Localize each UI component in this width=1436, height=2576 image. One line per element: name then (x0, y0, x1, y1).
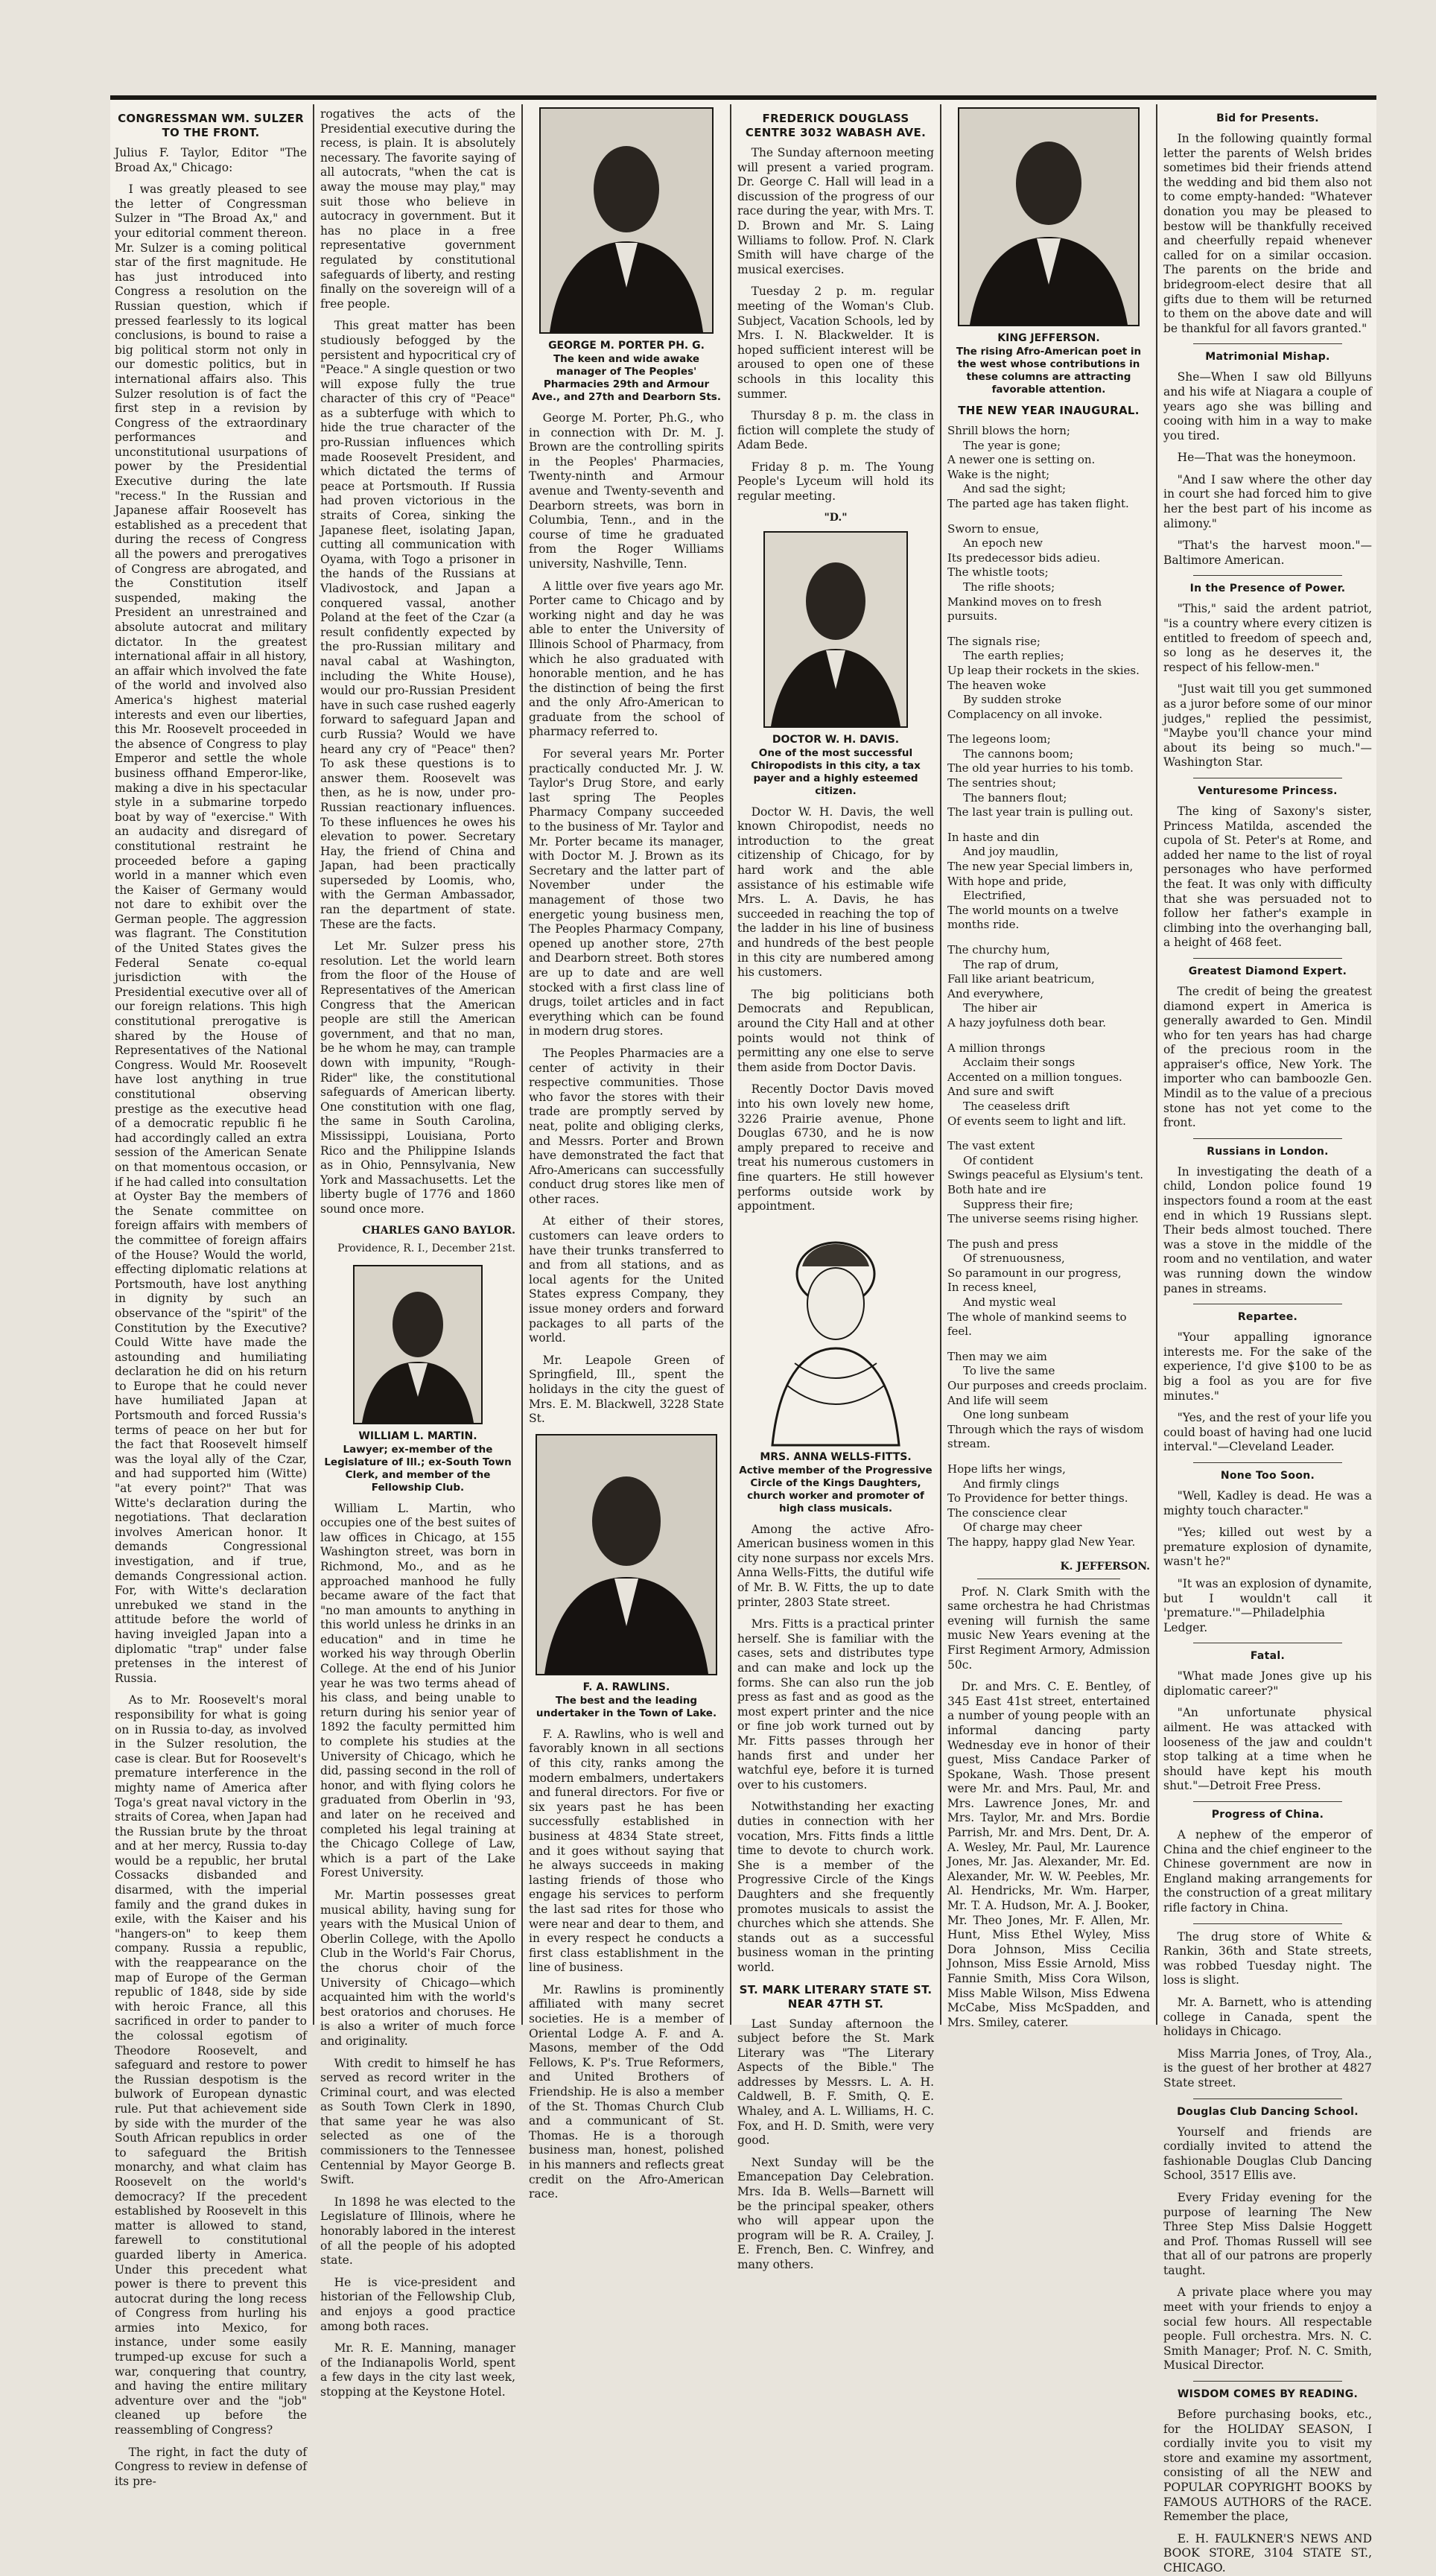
article-paragraph: "Yes, and the rest of your life you could boast of having had one lucid interval."—Cleveland Leader. (1163, 1411, 1372, 1454)
poem-line: Mankind moves on to fresh pursuits. (947, 594, 1102, 624)
column-2 (320, 107, 515, 2399)
poem-line: Fall like ariant beatricum, (947, 972, 1095, 986)
poem-line: Shrill blows the horn; (947, 424, 1070, 437)
article-paragraph: Doctor W. H. Davis, the well known Chiropodist, needs no introduction to the great citizenship of Chicago, for by hard work and the able assistance of his estimable wife Mrs. L. A. Davis, he has succeeded in reaching the top of the ladder in his line of business and hundreds of the best people in this city are numbered among his customers. (737, 805, 934, 980)
poem-stanza (947, 1462, 1150, 1550)
newspaper-page (110, 95, 1376, 2575)
poem-line: Hope lifts her wings, (947, 1462, 1066, 1476)
article-signature: "D." (824, 511, 848, 524)
poem-line: In haste and din (947, 830, 1040, 844)
poem-line: The heaven woke (947, 678, 1046, 692)
caption-name: GEORGE M. PORTER PH. G. (548, 340, 705, 352)
article-paragraph: Mr. Leapole Green of Springfield, Ill., spent the holidays in the city the guest of Mrs. E. M. Blackwell, 3228 State St. (529, 1353, 724, 1426)
section-heading: In the Presence of Power. (1189, 583, 1346, 595)
article-paragraph: "This," said the ardent patriot, "is a country where every citizen is entitled to freedom of speech and, so long as he deserves it, the respect of his fellow-men." (1163, 602, 1372, 674)
section-rule (1193, 575, 1342, 576)
section-rule (1193, 1462, 1342, 1463)
section-heading: Repartee. (1237, 1311, 1298, 1324)
poem-line: Of contident (963, 1153, 1034, 1167)
poem-line: The happy, happy glad New Year. (947, 1535, 1136, 1549)
caption-body: Active member of the Progressive Circle of the Kings Daughters, church worker and promoter of high class musicals. (739, 1464, 933, 1514)
poem-line: The legeons loom; (947, 732, 1051, 746)
poem-line: Up leap their rockets in the skies. (947, 663, 1140, 677)
poem-line: The old year hurries to his tomb. (947, 761, 1134, 775)
article-paragraph: Mr. Rawlins is prominently affiliated with many secret societies. He is a member of Oriental Lodge A. F. and A. Masons, member of the Odd Fellows, K. P's. True Reformers, and United Brothers of Friendship. He is also a member of the St. Thomas Church Club and a communicant of St. Thomas. He is a thorough business man, honest, polished in his manners and reflects great credit on the Afro-American race. (529, 1982, 724, 2201)
article-paragraph: The big politicians both Democrats and Republican, around the City Hall and at other points would not think of permitting any one else to serve them aside from Doctor Davis. (737, 987, 934, 1074)
section-heading: Venturesome Princess. (1198, 784, 1338, 797)
poem-body (947, 424, 1150, 1550)
poem-line: Our purposes and creeds proclaim. (947, 1379, 1148, 1393)
article-dateline: Providence, R. I., December 21st. (337, 1242, 515, 1254)
article-paragraph: Let Mr. Sulzer press his resolution. Let the world learn from the floor of the House of Representatives of the American Congress that the American people are still the American government, and that no man, be he whom he may, can trample down with impunity, "Rough-Rider" like, the constitutional safeguards of American liberty. One constitution with one flag, the same in South Carolina, Mississippi, Louisiana, Porto Rico and the Philippine Islands as in Ohio, Pennsylvania, New York and Massachusetts. Let the liberty bugle of 1776 and 1860 sound once more. (320, 939, 515, 1216)
poem-line: With hope and pride, (947, 874, 1067, 888)
poem-stanza (947, 1237, 1150, 1339)
poem-line: The hiber air (963, 1001, 1038, 1015)
article-paragraph: Mr. Martin possesses great musical ability, having sung for years with the Musical Union of Oberlin College, with the Apollo Club in the World's Fair Chorus, the chorus choir of the University of Chicago—which acquainted him with the world's best oratorios and choruses. He is also a writer of much force and originality. (320, 1888, 515, 2048)
caption-body: One of the most successful Chiropodists in this city, a tax payer and a highly esteemed citizen. (751, 746, 921, 797)
column-6 (1163, 107, 1372, 2575)
caption-body: The keen and wide awake manager of The Peoples' Pharmacies 29th and Armour Ave., and 27th and Dearborn Sts. (532, 353, 721, 403)
caption-name: F. A. RAWLINS. (582, 1681, 670, 1693)
poem-line: The year is gone; (963, 438, 1061, 452)
poem-stanza (947, 522, 1150, 624)
column-rule (1156, 104, 1157, 2025)
section-heading: WISDOM COMES BY READING. (1177, 2388, 1359, 2401)
section-rule (1193, 2381, 1342, 2382)
article-paragraph: Yourself and friends are cordially invited to attend the fashionable Douglas Club Dancing School, 3517 Ellis ave. (1163, 2125, 1372, 2183)
portrait-silhouette-icon (355, 1266, 481, 1423)
column-4 (737, 107, 934, 2271)
article-signature: CHARLES GANO BAYLOR. (362, 1224, 515, 1237)
poem-stanza (947, 1139, 1150, 1227)
section-rule (1193, 958, 1342, 959)
column-1 (115, 107, 307, 2488)
article-paragraph: At either of their stores, customers can leave orders to have their trunks transferred to and from all stations, and as local agents for the United States express Company, they issue money orders and forward packages to all parts of the world. (529, 1214, 724, 1345)
poem-line: A hazy joyfulness doth bear. (947, 1015, 1107, 1030)
caption-name: WILLIAM L. MARTIN. (358, 1430, 477, 1442)
section-heading: Progress of China. (1211, 1809, 1324, 1821)
section-rule (1193, 1923, 1342, 1924)
portrait-photo-martin (353, 1265, 483, 1424)
section-rule (1193, 1801, 1342, 1802)
poem-line: The world mounts on a twelve months ride. (947, 903, 1119, 932)
article-paragraph: Thursday 8 p. m. the class in fiction will complete the study of Adam Bede. (737, 409, 934, 452)
poem-line: By sudden stroke (963, 693, 1062, 707)
poem-line: A million throngs (947, 1041, 1046, 1055)
article-paragraph: The credit of being the greatest diamond expert in America is generally awarded to Gen. Mindil who for ten years has had charge of the precious room in the appraiser's office, New York. The importer who can bamboozle Gen. Mindil as to the value of a precious stone has not yet come to the front. (1163, 984, 1372, 1130)
poem-line: Of charge may cheer (963, 1520, 1082, 1535)
article-paragraph: I was greatly pleased to see the letter of Congressman Sulzer in "The Broad Ax," and your editorial comment thereon. Mr. Sulzer is a coming political star of the first magnitude. He has just introduced into Congress a resolution on the Russian question, which if pressed fearlessly to its logical conclusions, is bound to raise a big political storm not only in our domestic politics, but in international affairs also. This Sulzer resolution is of fact the first step in a revision by Congress of the extraordinary performances and unconstitutional usurpations of power by the Presidential Executive during the late "recess." In the Russian and Japanese affair Roosevelt has established as a precedent that during the recess of Congress all the powers and prerogatives of Congress are abrogated, and the Constitution itself suspended, making the President an unrestrained and absolute autocrat and military dictator. In the greatest international affair in all history, an affair which involved the fate of the world and involved also America's highest material interests and even our liberties, this Mr. Roosevelt proceeded in the absence of Congress to play Emperor and settle the whole business offhand Emperor-like, making a dive in his spectacular style in a submarine torpedo boat by way of "exercise." With an audacity and disregard of constitutional restraint he proceeded before a gaping world in a manner which even the Kaiser of Germany would not dare to exhibit over the German people. The aggression was flagrant. The Constitution of the United States gives the Federal Senate co-equal jurisdiction with the Presidential executive over all of our foreign relations. This high constitutional prerogative is shared by the House of Representatives of the National Congress. Would Mr. Roosevelt have lost anything in true constitutional observing prestige as the executive head of a democratic republic fi he had accordingly called an extra session of the American Senate on that momentous occasion, or if he had called into consultation at Oyster Bay the members of the Senate committee on foreign affairs with members of the committee of foreign affairs of the House? Would the world, effecting diplomatic relations at Portsmouth, have lost anything in dignity by such an observance of the "spirit" of the Constitution by the Executive? Could Witte have made the astounding and humiliating declaration he did on his return to Europe that he could never have humiliated Japan at Portsmouth and forced Russia's terms of peace on her but for the fact that Roosevelt himself was the loyal ally of the Czar, and had supported him (Witte) "at every point?" That was Witte's declaration during the negotiations. That declaration involves American honor. It demands Congressional investigation, and if true, demands Congressional action. For, with Witte's declaration unrebuked we stand in the attitude before the world of having inveigled Japan into a diplomatic "trap" under false pretenses in the interest of Russia. (115, 183, 307, 1685)
poem-stanza (947, 943, 1150, 1031)
poem-line: And joy maudlin, (963, 845, 1059, 859)
article-paragraph: For several years Mr. Porter practically conducted Mr. J. W. Taylor's Drug Store, and early last spring The Peoples Pharmacy Company succeeded to the business of Mr. Taylor and Mr. Porter became its manager, with Doctor M. J. Brown as its Secretary and the latter part of November under the management of those two energetic young business men, The Peoples Pharmacy Company, opened up another store, 27th and Dearborn street. Both stores are up to date and are well stocked with a first class line of drugs, toilet articles and in fact everything which can be found in modern drug stores. (529, 747, 724, 1038)
section-heading: Fatal. (1250, 1650, 1286, 1663)
poem-line: And life will seem (947, 1393, 1049, 1407)
poem-line: Then may we aim (947, 1349, 1047, 1363)
section-rule (1193, 343, 1342, 344)
poem-line: One long sunbeam (963, 1408, 1070, 1422)
article-paragraph: "It was an explosion of dynamite, but I wouldn't call it 'premature.'"—Philadelphia Ledger. (1163, 1576, 1372, 1634)
poem-title: THE NEW YEAR INAUGURAL. (958, 404, 1140, 417)
article-paragraph: Dr. and Mrs. C. E. Bentley, of 345 East 41st street, entertained a number of young people with an informal dancing party Wednesday eve in honor of their guest, Miss Candace Parker of Spokane, Wash. Those present were Mr. and Mrs. Paul, Mr. and Mrs. Lawrence Jones, Mr. and Mrs. Taylor, Mr. and Mrs. Bordie Parrish, Mr. and Mrs. Dent, Dr. A. A. Wesley, Mr. Paul, Mr. Laurence Jones, Mr. Jas. Alexander, Mr. Ed. Alexander, Mr. W. W. Peebles, Mr. Al. Hendricks, Mr. Wm. Harper, Mr. T. A. Hudson, Mr. A. J. Booker, Mr. Theo Jones, Mr. F. Allen, Mr. Hunt, Miss Ethel Wyley, Miss Dora Johnson, Miss Cecilia Johnson, Miss Essie Arnold, Miss Fannie Smith, Miss Cora Wilson, Miss Mable Wilson, Miss Edwena McCabe, Miss McSpadden, and Mrs. Smiley, caterer. (947, 1680, 1150, 2029)
article-paragraph: Miss Marria Jones, of Troy, Ala., is the guest of her brother at 4827 State street. (1163, 2046, 1372, 2090)
article-paragraph: Before purchasing books, etc., for the HOLIDAY SEASON, I cordially invite you to visit my store and examine my assortment, consisting of all the NEW and POPULAR COPYRIGHT BOOKS by FAMOUS AUTHORS of the RACE. Remember the place, (1163, 2408, 1372, 2524)
article-paragraph: The king of Saxony's sister, Princess Matilda, ascended the cupola of St. Peter's at Rome, and added her name to the list of royal personages who have performed the feat. It was only with difficulty that she was persuaded not to follow her father's example in climbing into the overhanging ball, a height of 468 feet. (1163, 804, 1372, 950)
caption-name: MRS. ANNA WELLS-FITTS. (760, 1450, 912, 1463)
poem-line: Complacency on all invoke. (947, 707, 1103, 721)
poem-line: Suppress their fire; (963, 1197, 1073, 1211)
article-paragraph: He is vice-president and historian of the Fellowship Club, and enjoys a good practice among both races. (320, 2275, 515, 2333)
poem-line: And everywhere, (947, 986, 1043, 1000)
article-paragraph: Last Sunday afternoon the subject before the St. Mark Literary was "The Literary Aspects of the Bible." The addresses by Messrs. L. A. H. Caldwell, B. F. Smith, Q. E. Whaley, and A. L. Williams, H. C. Fox, and H. D. Smith, were very good. (737, 2017, 934, 2148)
caption-body: The best and the leading undertaker in the Town of Lake. (536, 1694, 717, 1719)
poem-signature: K. JEFFERSON. (1060, 1560, 1150, 1573)
poem-line: The signals rise; (947, 634, 1041, 648)
poem-stanza (947, 732, 1150, 820)
poem-line: Both hate and ire (947, 1182, 1046, 1196)
poem-line: The rifle shoots; (963, 580, 1055, 594)
article-paragraph: Next Sunday will be the Emancepation Day Celebration. Mrs. Ida B. Wells—Barnett will be the principal speaker, others who will appear upon the program will be R. A. Crailey, J. E. French, Ben. C. Winfrey, and many others. (737, 2155, 934, 2271)
section-rule (1193, 1138, 1342, 1139)
article-paragraph: In 1898 he was elected to the Legislature of Illinois, where he honorably labored in the interest of all the people of his adopted state. (320, 2195, 515, 2268)
poem-line: So paramount in our progress, (947, 1266, 1122, 1280)
section-heading: Douglas Club Dancing School. (1177, 2105, 1359, 2118)
poem-line: An epoch new (963, 536, 1043, 551)
portrait-silhouette-icon (537, 1435, 716, 1674)
poem-line: Of events seem to light and lift. (947, 1114, 1126, 1128)
poem-line: The push and press (947, 1237, 1058, 1251)
masthead-rule (110, 95, 1376, 100)
article-paragraph: Recently Doctor Davis moved into his own lovely new home, 3226 Prairie avenue, Phone Douglas 6730, and he is now amply prepared to receive and treat his numerous customers in fine quarters. He still however performs outside work by appointment. (737, 1082, 934, 1214)
section-heading: Bid for Presents. (1216, 112, 1319, 124)
poem-line: And mystic weal (963, 1295, 1056, 1310)
article-paragraph: "Yes; killed out west by a premature explosion of dynamite, wasn't he?" (1163, 1526, 1372, 1569)
section-heading: None Too Soon. (1220, 1469, 1315, 1482)
poem-line: And sure and swift (947, 1085, 1054, 1099)
poem-line: Of strenuousness, (963, 1251, 1065, 1266)
article-paragraph: F. A. Rawlins, who is well and favorably known in all sections of this city, ranks among the modern embalmers, undertakers and funeral directors. For five or six years past he has been successfully established in business at 4834 State street, and it goes without saying that he always succeeds in making lasting friends of those who engage his services to perform the last sad rites for those who were near and dear to them, and in every respect he conducts a first class establishment in the line of business. (529, 1727, 724, 1975)
poem-line: The ceaseless drift (963, 1099, 1070, 1113)
poem-line: Accented on a million tongues. (947, 1070, 1122, 1084)
portrait-photo-davis (763, 531, 908, 728)
section-heading: Greatest Diamond Expert. (1188, 965, 1347, 977)
column-rule (521, 104, 523, 2025)
portrait-photo-rawlins (536, 1434, 717, 1675)
poem-stanza (947, 1041, 1150, 1129)
article-paragraph: A nephew of the emperor of China and the chief engineer to the Chinese government are now in England making arrangements for the construction of a great military rifle factory in China. (1163, 1828, 1372, 1914)
article-paragraph: In investigating the death of a child, London police found 19 inspectors found a room at the east end in which 19 Russians slept. Their beds almost touched. There was a stove in the middle of the room and no ventilation, and water was running down the window panes in streams. (1163, 1164, 1372, 1295)
poem-line: And sad the sight; (963, 482, 1067, 496)
poem-line: The vast extent (947, 1139, 1035, 1153)
article-paragraph: The drug store of White & Rankin, 36th and State streets, was robbed Tuesday night. The loss is slight. (1163, 1929, 1372, 1987)
caption-body: The rising Afro-American poet in the west whose contributions in these columns are attracting favorable attention. (956, 346, 1142, 396)
article-paragraph: E. H. FAULKNER'S NEWS AND BOOK STORE, 3104 STATE ST., CHICAGO. (1163, 2531, 1372, 2575)
poem-line: The cannons boom; (963, 746, 1074, 761)
article-paragraph: The right, in fact the duty of Congress to review in defense of its pre- (115, 2445, 307, 2488)
poem-line: The last year train is pulling out. (947, 805, 1134, 819)
poem-line: The churchy hum, (947, 943, 1050, 957)
column-rule (313, 104, 314, 2025)
poem-stanza (947, 831, 1150, 933)
poem-line: The parted age has taken flight. (947, 496, 1129, 510)
poem-line: Through which the rays of wisdom stream. (947, 1422, 1144, 1451)
article-paragraph: Mr. R. E. Manning, manager of the Indianapolis World, spent a few days in the city last week, stopping at the Keystone Hotel. (320, 2341, 515, 2399)
section-rule (1193, 2098, 1342, 2099)
poem-line: Wake is the night; (947, 467, 1050, 481)
portrait-silhouette-icon (959, 109, 1138, 325)
headline-st-mark: ST. MARK LITERARY STATE ST. NEAR 47TH ST. (739, 1982, 933, 2011)
poem-line: A newer one is setting on. (947, 453, 1096, 467)
poem-line: The whole of mankind seems to feel. (947, 1310, 1127, 1339)
poem-line: The new year Special limbers in, (947, 860, 1134, 874)
engraving-fitts (750, 1222, 921, 1445)
poem-stanza (947, 424, 1150, 512)
headline-fdc: FREDERICK DOUGLASS CENTRE 3032 WABASH AVE. (745, 112, 927, 139)
poem-line: Acclaim their songs (963, 1056, 1076, 1070)
column-3 (529, 107, 724, 2201)
column-rule (730, 104, 731, 2025)
woman-portrait-engraving-icon (750, 1222, 921, 1445)
portrait-photo-porter (539, 107, 714, 334)
article-paragraph: Mrs. Fitts is a practical printer herself. She is familiar with the cases, sets and distributes type and can make and lock up the forms. She can also run the job press as fast and as good as the most expert printer and the nice or fine job work turned out by Mr. Fitts passes through her hands first and under her watchful eye, before it is turned over to his customers. (737, 1617, 934, 1792)
portrait-photo-jefferson (958, 107, 1140, 326)
article-paragraph: A private place where you may meet with your friends to enjoy a social few hours. All respectable people. Full orchestra. Mrs. N. C. Smith Manager; Prof. N. C. Smith, Musical Director. (1163, 2285, 1372, 2373)
article-paragraph: As to Mr. Roosevelt's moral responsibility for what is going on in Russia to-day, as involved in the Sulzer resolution, the case is clear. But for Roosevelt's premature interference in the mighty name of America after Toga's great naval victory in the straits of Corea, when Japan had the Russian brute by the throat and at her mercy, Russia to-day would be a republic, her brutal Cossacks disbanded and disarmed, with the imperial family and the grand dukes in exile, with the Kaiser and his "hangers-on" to keep them company. Russia a republic, with the reappearance on the map of Europe of the German republic of 1848, side by side with heroic France, all this sacrificed in order to pander to the colossal egotism of Theodore Roosevelt, and safeguard and restore to power the Russian despotism is the bulwork of European dynastic rule. Put that achievement side by side with the murder of the South African republics in order to safeguard the British monarchy, and what claim has Roosevelt on the world's democracy? If the precedent established by Roosevelt in this matter is allowed to stand, farewell to constitutional guarded liberty in America. Under this precedent what power is there to prevent this autocrat during the long recess of Congress from hurling his armies into Mexico, for instance, under some easily trumped-up excuse for such a war, conquering that country, and having the entire military adventure over and the "job" cleaned up before the reassembling of Congress? (115, 1693, 307, 2437)
article-paragraph: With credit to himself he has served as record writer in the Criminal court, and was elected as South Town Clerk in 1890, that same year he was also selected as one of the commissioners to the Tennessee Centennial by Mayor George B. Swift. (320, 2056, 515, 2187)
article-paragraph: Among the active Afro-American business women in this city none surpass nor excels Mrs. Anna Wells-Fitts, the dutiful wife of Mr. B. W. Fitts, the up to date printer, 2803 State street. (737, 1522, 934, 1609)
poem-line: In recess kneel, (947, 1281, 1037, 1295)
article-paragraph: This great matter has been studiously befogged by the persistent and hypocritical cry of "Peace." A single question or two will expose fully the true character of this cry of "Peace" as a subterfuge with which to hide the true character of the pro-Russian influences which made Roosevelt President, and which dictated the terms of peace at Portsmouth. If Russia had proven victorious in the straits of Corea, sinking the Japanese fleet, isolating Japan, cutting all communication with Oyama, with Togo a prisoner in the hands of the Russians at Vladivostock, and Japan a conquered vassal, another Poland at the feet of the Czar (a result confidently expected by the pro-Russian military and naval cabal at Washington, including the White House), would our pro-Russian President have in such case rushed eagerly forward to safeguard Japan and curb Russia? Would we have heard any cry of "Peace" then? To ask these questions is to answer them. Roosevelt was then, as he is now, under pro-Russian reactionary influences. To these influences he owes his elevation to power. Secretary Hay, the friend of China and Japan, had been practically superseded by Loomis, who, with the German Ambassador, ran the department of state. These are the facts. (320, 319, 515, 931)
article-paragraph: Notwithstanding her exacting duties in connection with her vocation, Mrs. Fitts finds a little time to devote to church work. She is a member of the Progressive Circle of the Kings Daughters and she frequently promotes musicals to assist the churches which she attends. She stands out as a successful business woman in the printing world. (737, 1800, 934, 1974)
poem-line: And firmly clings (963, 1476, 1060, 1491)
poem-stanza (947, 1350, 1150, 1452)
article-paragraph: She—When I saw old Billyuns and his wife at Niagara a couple of years ago she was billing and cooing with him in a way to make you tired. (1163, 370, 1372, 442)
poem-line: The universe seems rising higher. (947, 1212, 1139, 1226)
caption-name: DOCTOR W. H. DAVIS. (772, 733, 900, 746)
portrait-silhouette-icon (541, 109, 712, 332)
article-paragraph: The Sunday afternoon meeting will present a varied program. Dr. George C. Hall will lead in a discussion of the progress of our race during the year, with Mrs. T. D. Brown and Mr. S. Laing Williams to follow. Prof. N. Clark Smith will have charge of the musical exercises. (737, 146, 934, 276)
poem-line: The whistle toots; (947, 565, 1049, 580)
caption-name: KING JEFFERSON. (997, 332, 1100, 344)
article-paragraph: William L. Martin, who occupies one of the best suites of law offices in Chicago, at 155 Washington street, was born in Richmond, Mo., and as he approached manhood he fully became aware of the fact that "no man amounts to anything in this world unless he drinks in an education" and in time he worked his way through Oberlin College. At the end of his Junior year he was two terms ahead of his class, and being unable to return during his senior year of 1892 the faculty permitted him to complete his studies at the University of Chicago, which he did, passing second in the roll of honor, and with flying colors he graduated from Oberlin in '93, and later on he received and completed his legal training at the Chicago College of Law, which is a part of the Lake Forest University. (320, 1501, 515, 1880)
article-paragraph: "What made Jones give up his diplomatic career?" (1163, 1669, 1372, 1698)
poem-line: Electrified, (963, 889, 1026, 903)
poem-line: The sentries shout; (947, 776, 1057, 790)
article-paragraph: A little over five years ago Mr. Porter came to Chicago and by working night and day he was able to enter the University of Illinois School of Pharmacy, from which he also graduated with honorable mention, and he has the distinction of being the first and the only Afro-American to graduate from the school of pharmacy referred to. (529, 579, 724, 739)
poem-line: Its predecessor bids adieu. (947, 551, 1101, 565)
article-paragraph: Mr. A. Barnett, who is attending college in Canada, spent the holidays in Chicago. (1163, 1995, 1372, 2039)
article-paragraph: "Your appalling ignorance interests me. For the sake of the experience, I'd give $100 to be as big a fool as you are for five minutes." (1163, 1330, 1372, 1403)
article-paragraph: "And I saw where the other day in court she had forced him to give her the best part of his income as alimony." (1163, 472, 1372, 530)
article-paragraph: Julius F. Taylor, Editor "The Broad Ax," Chicago: (115, 146, 307, 174)
poem-stanza (947, 635, 1150, 723)
headline-sulzer: CONGRESSMAN WM. SULZER TO THE FRONT. (118, 112, 304, 139)
poem-line: The conscience clear (947, 1506, 1067, 1520)
poem-line: The banners flout; (963, 790, 1067, 805)
column-rule (940, 104, 941, 2025)
poem-line: To live the same (963, 1364, 1055, 1378)
article-paragraph: Prof. N. Clark Smith with the same orchestra he had Christmas evening will furnish the same music New Years evening at the First Regiment Armory, Admission 50c. (947, 1584, 1150, 1672)
article-paragraph: "Just wait till you get summoned as a juror before some of our minor judges," replied the pessimist, "Maybe you'll chance your mind about its being so much."—Washington Star. (1163, 682, 1372, 770)
article-paragraph: In the following quaintly formal letter the parents of Welsh brides sometimes bid their friends attend the wedding and bid them also not to come empty-handed: "Whatever donation you may be pleased to bestow will be thankfully received and cheerfully repaid whenever called for on a similar occasion. The parents on the bride and bridegroom-elect desire that all gifts due to them will be returned to them on the above date and will be thankful for all favors granted." (1163, 132, 1372, 335)
portrait-silhouette-icon (765, 533, 906, 726)
article-paragraph: Every Friday evening for the purpose of learning The New Three Step Miss Dalsie Hoggett and Prof. Thomas Russell will see that all of our patrons are properly taught. (1163, 2190, 1372, 2277)
article-paragraph: Tuesday 2 p. m. regular meeting of the Woman's Club. Subject, Vacation Schools, led by Mrs. I. N. Blackwelder. It is hoped sufficient interest will be aroused to open one of these schools in this locality this summer. (737, 285, 934, 401)
article-paragraph: "That's the harvest moon."—Baltimore American. (1163, 539, 1372, 567)
section-heading: Matrimonial Mishap. (1205, 351, 1330, 364)
article-paragraph: He—That was the honeymoon. (1177, 451, 1356, 465)
article-paragraph: Friday 8 p. m. The Young People's Lyceum will hold its regular meeting. (737, 460, 934, 504)
article-paragraph: rogatives the acts of the Presidential executive during the recess, is plain. It is absolutely necessary. The favorite saying of all autocrats, "when the cat is away the mouse may play," may suit those who believe in autocracy in government. But it has no place in a free representative government regulated by constitutional safeguards of liberty, and resting finally on the sovereign will of a free people. (320, 107, 515, 311)
poem-line: Sworn to ensue, (947, 521, 1040, 536)
poem-line: The earth replies; (963, 649, 1064, 663)
article-paragraph: "An unfortunate physical ailment. He was attacked with looseness of the jaw and couldn't stop talking at a time when he should have kept his mouth shut."—Detroit Free Press. (1163, 1706, 1372, 1793)
poem-line: Swings peaceful as Elysium's tent. (947, 1168, 1144, 1182)
caption-body: Lawyer; ex-member of the Legislature of Ill.; ex-South Town Clerk, and member of the Fellowship Club. (324, 1443, 512, 1494)
article-paragraph: The Peoples Pharmacies are a center of activity in their respective communities. Those who favor the stores with their trade are promptly served by neat, polite and obliging clerks, and Messrs. Porter and Brown have demonstrated the fact that Afro-Americans can successfully conduct drug stores like men of other races. (529, 1046, 724, 1206)
poem-line: To Providence for better things. (947, 1491, 1128, 1506)
article-paragraph: George M. Porter, Ph.G., who in connection with Dr. M. J. Brown are the controlling spirits in the Peoples' Pharmacies, Twenty-ninth and Armour avenue and Twenty-seventh and Dearborn streets, was born in Columbia, Tenn., and in the course of time he graduated from the Roger Williams university, Nashville, Tenn. (529, 411, 724, 571)
article-paragraph: "Well, Kadley is dead. He was a mighty touch character." (1163, 1488, 1372, 1517)
column-5 (947, 107, 1150, 2029)
section-heading: Russians in London. (1207, 1145, 1329, 1158)
poem-line: The rap of drum, (963, 957, 1059, 971)
